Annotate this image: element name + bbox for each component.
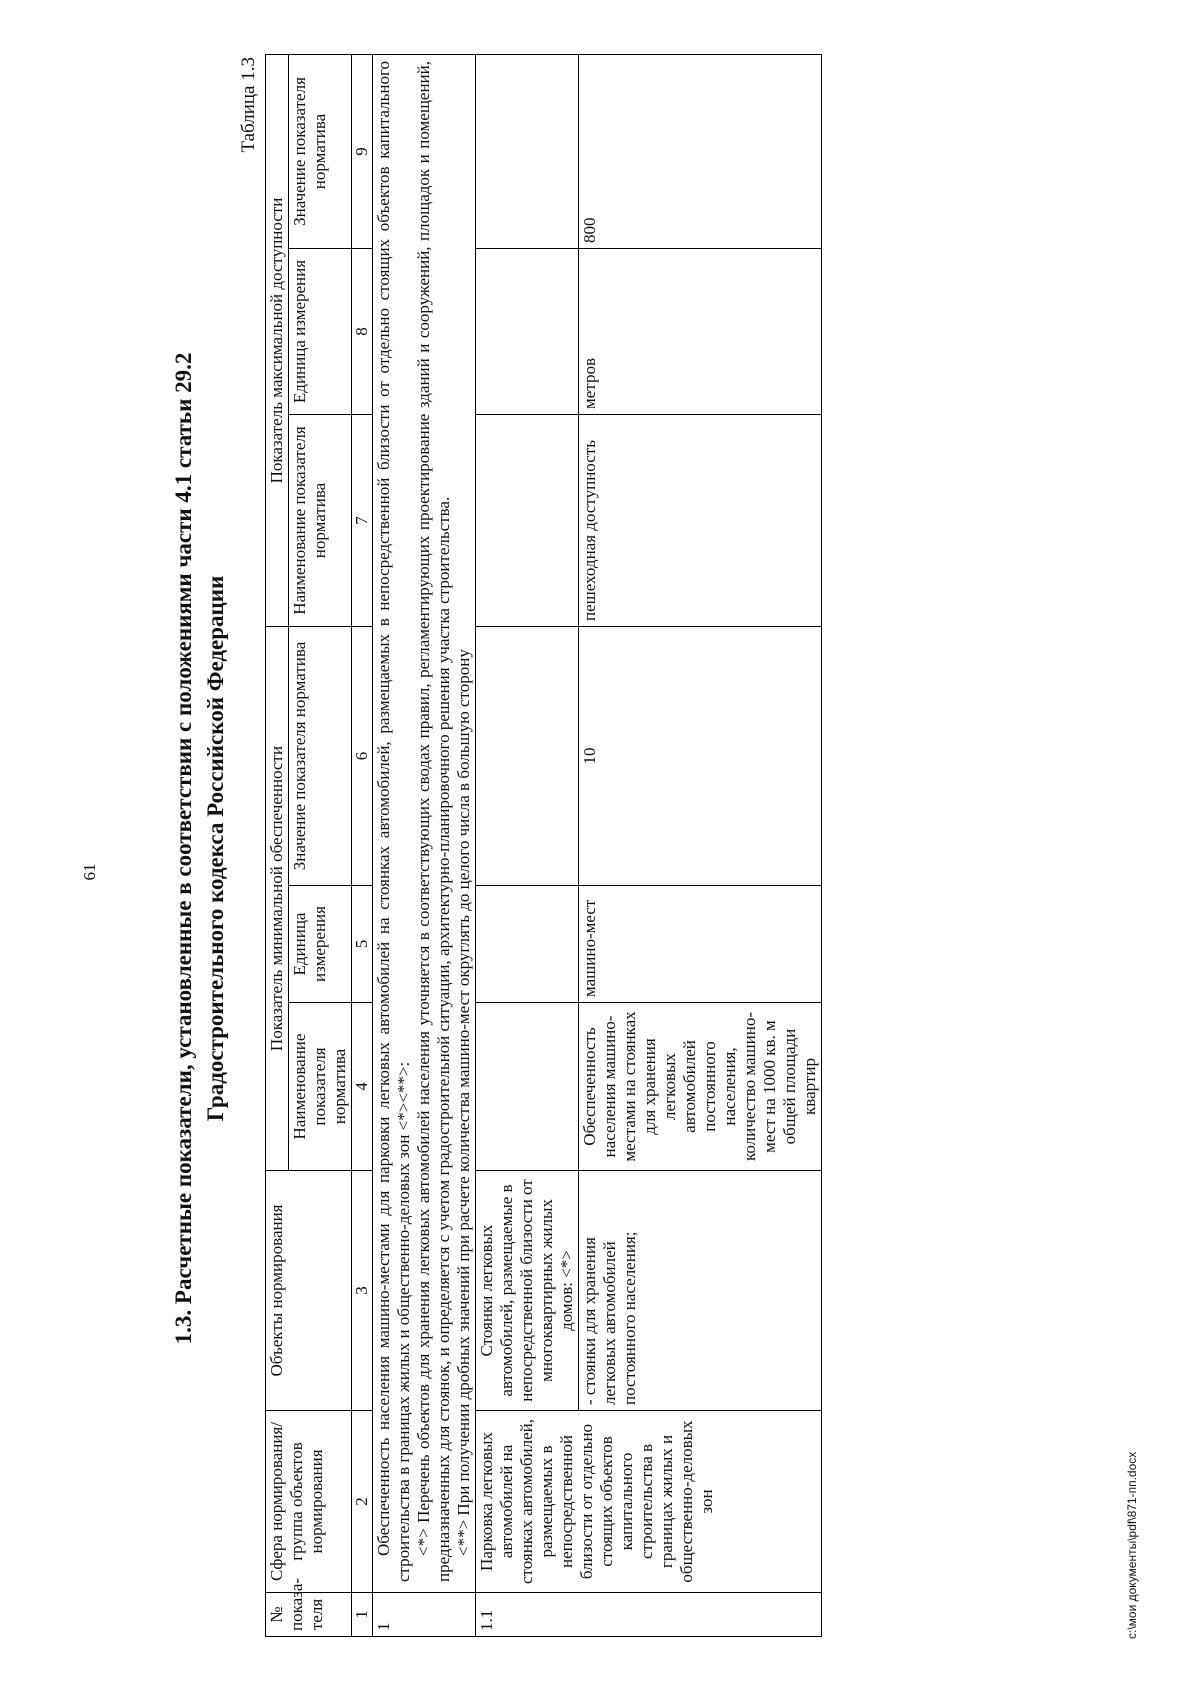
- col-number: 7: [352, 415, 373, 627]
- title-line-1: 1.3. Расчетные показатели, установленные в соответствии с положениями части 4.1 статьи 29.2: [171, 352, 196, 1345]
- title-line-2: Градостроительного кодекса Российской Федерации: [203, 575, 228, 1122]
- row-object: - стоянки для хранения легковых автомобилей постоянного населения;: [579, 1171, 822, 1411]
- row-max-value: 800: [579, 55, 822, 249]
- col-number: 6: [352, 627, 373, 886]
- section-text: Обеспеченность населения машино-местами для парковки легковых автомобилей на стоянках автомобилей, размещаемых в непосредственной близости от отдельно стоящих объектов капитального строительства в границах жилых и общественно-деловых зон <*><**>:: [374, 61, 413, 1582]
- header-min-value: Значение показателя норматива: [289, 627, 352, 886]
- col-number: 2: [352, 1411, 373, 1593]
- row-empty: [476, 415, 579, 627]
- row-object-group: Стоянки легковых автомобилей, размещаемые в непосредственной близости от многоквартирных жилых домов: <*>: [476, 1171, 579, 1411]
- header-min-name: Наименование показателя норматива: [289, 1003, 352, 1171]
- section-note-2: <**> При получении дробных значений при расчете количества машино-мест округлять до целого числа в большую сторону: [454, 649, 473, 1556]
- table-row: [476, 55, 579, 1637]
- header-max-value: Значение показателя норматива: [289, 55, 352, 249]
- col-number: 8: [352, 249, 373, 415]
- col-number: 3: [352, 1171, 373, 1411]
- section-description: [373, 55, 476, 1593]
- row-min-value: 10: [579, 627, 822, 886]
- col-number: 1: [352, 1593, 373, 1637]
- row-empty: [476, 55, 579, 249]
- row-max-name: пешеходная доступность: [579, 415, 822, 627]
- col-number: 5: [352, 886, 373, 1003]
- section-num: 1: [373, 1593, 476, 1637]
- col-number: 9: [352, 55, 373, 249]
- row-max-unit: метров: [579, 249, 822, 415]
- header-min-unit: Единица измерения: [289, 886, 352, 1003]
- page-number: 61: [80, 863, 99, 881]
- header-objects: Объекты нормирования: [266, 1171, 352, 1411]
- header-num: № показа-теля: [266, 1593, 352, 1637]
- footer-file-path: c:\мои документы\pdf\871-пп.docx: [1125, 1451, 1139, 1639]
- row-empty: [476, 249, 579, 415]
- row-min-unit: машино-мест: [579, 886, 822, 1003]
- section-row: [373, 55, 476, 1637]
- indicators-table: [265, 54, 822, 1637]
- col-number: 4: [352, 1003, 373, 1171]
- header-min-group: Показатель минимальной обеспеченности: [266, 627, 289, 1171]
- row-num: 1.1: [476, 1593, 822, 1637]
- table-label: Таблица 1.3: [238, 57, 259, 153]
- header-max-unit: Единица измерения: [289, 249, 352, 415]
- row-sphere: Парковка легковых автомобилей на стоянках автомобилей, размещаемых в непосредственной близости от отдельно стоящих объектов капитального строительства в границах жилых и общественно-деловых зон: [476, 1411, 822, 1593]
- row-empty: [476, 627, 579, 886]
- row-empty: [476, 1003, 579, 1171]
- header-row-1: [266, 55, 289, 1637]
- page-title: [168, 60, 232, 1637]
- header-max-group: Показатель максимальной доступности: [266, 55, 289, 627]
- header-max-name: Наименование показателя норматива: [289, 415, 352, 627]
- row-min-name: Обеспеченность населения машино-местами на стоянках для хранения легковых автомобилей постоянного населения, количество машино-мест на 1000 кв. м общей площади квартир: [579, 1003, 822, 1171]
- section-note-1: <*> Перечень объектов для хранения легковых автомобилей населения уточняется в соответствующих сводах правил, регламентирующих проектирование зданий и сооружений, площадок и помещений, предназначенных для стоянок, и определяется с учетом градостроительной ситуации, архитектурно-планировочного решения участка строительства.: [414, 61, 453, 1582]
- row-empty: [476, 886, 579, 1003]
- table-row: [579, 55, 822, 1637]
- header-sphere: Сфера нормирования/ группа объектов нормирования: [266, 1411, 352, 1593]
- column-number-row: [352, 55, 373, 1637]
